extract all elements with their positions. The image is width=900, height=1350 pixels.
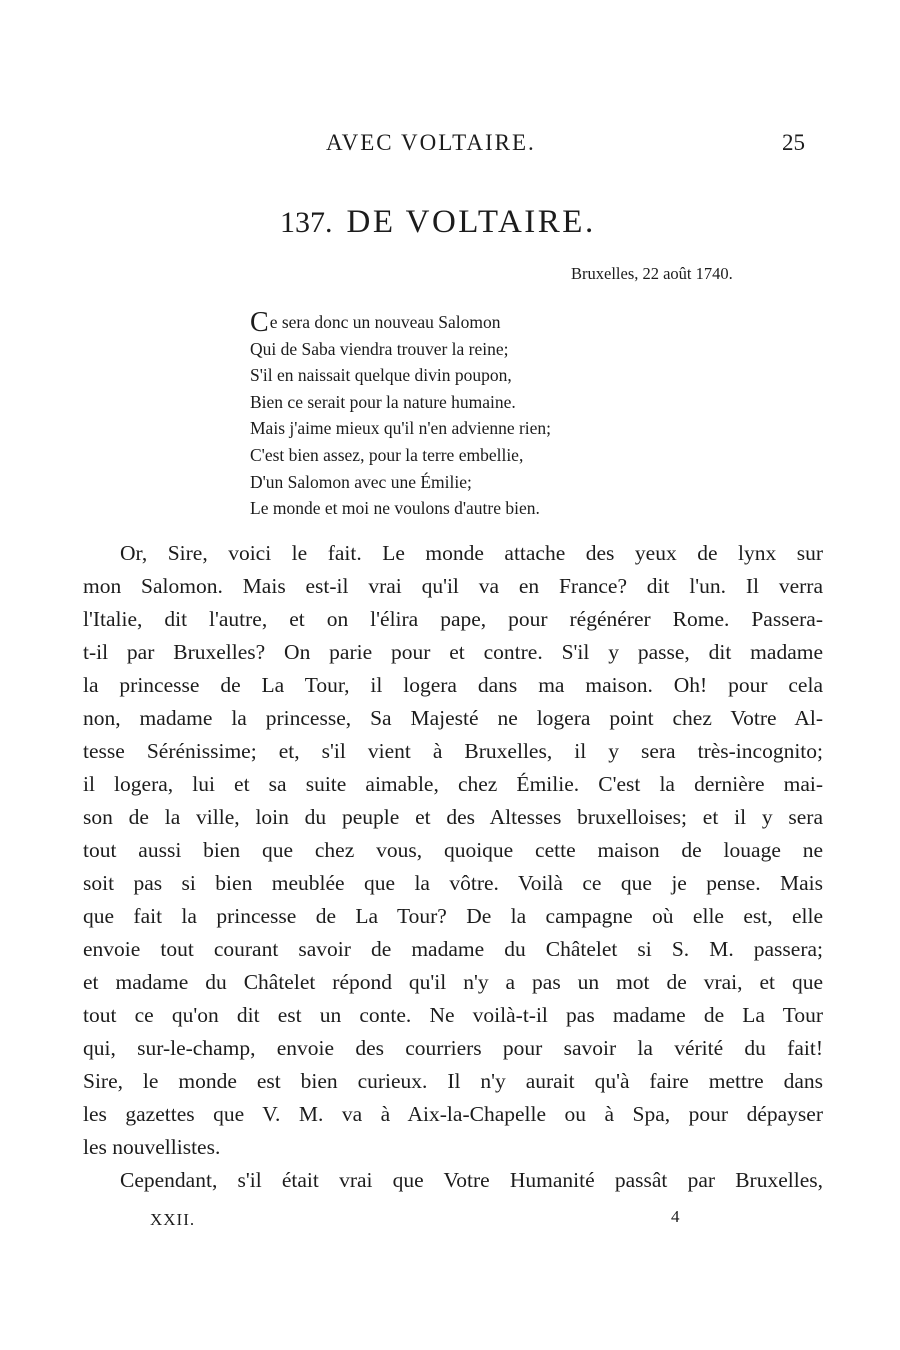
- prose-line: la princesse de La Tour, il logera dans ma maison. Oh! pour cela: [83, 673, 823, 697]
- poem-line: Bien ce serait pour la nature humaine.: [250, 391, 516, 412]
- prose-line: les nouvellistes.: [83, 1135, 221, 1159]
- poem-line: S'il en naissait quelque divin poupon,: [250, 365, 512, 386]
- paragraph-1: [83, 537, 823, 1164]
- poem-first-line-rest: e sera donc un nouveau Salomon: [269, 312, 501, 332]
- prose-line: son de la ville, loin du peuple et des Altesses bruxelloises; et il y sera: [83, 805, 823, 829]
- prose-line: Sire, le monde est bien curieux. Il n'y aurait qu'à faire mettre dans: [83, 1069, 823, 1093]
- prose-line: il logera, lui et sa suite aimable, chez Émilie. C'est la dernière mai-: [83, 772, 823, 796]
- gathering-number: 4: [671, 1207, 680, 1226]
- running-title: AVEC VOLTAIRE.: [326, 130, 536, 155]
- paragraph-2: [83, 1164, 823, 1197]
- dateline: Bruxelles, 22 août 1740.: [571, 264, 733, 283]
- letter-heading: [280, 204, 596, 241]
- poem-line: Mais j'aime mieux qu'il n'en advienne rien;: [250, 418, 552, 439]
- prose-line: tout aussi bien que chez vous, quoique cette maison de louage ne: [83, 838, 823, 862]
- letter-title: DE VOLTAIRE.: [346, 204, 596, 240]
- page-number: 25: [782, 130, 805, 155]
- prose-line: t-il par Bruxelles? On parie pour et contre. S'il y passe, dit madame: [83, 640, 823, 664]
- prose-line: tout ce qu'on dit est un conte. Ne voilà-t-il pas madame de La Tour: [83, 1003, 823, 1027]
- prose-line: que fait la princesse de La Tour? De la campagne où elle est, elle: [83, 904, 823, 928]
- prose-line: l'Italie, dit l'autre, et on l'élira pape, pour régénérer Rome. Passera-: [83, 607, 823, 631]
- poem-line: [250, 309, 551, 336]
- poem-line: D'un Salomon avec une Émilie;: [250, 471, 472, 492]
- volume-signature: XXII.: [150, 1210, 196, 1229]
- poem-line: Le monde et moi ne voulons d'autre bien.: [250, 498, 540, 519]
- poem-line: C'est bien assez, pour la terre embellie,: [250, 444, 524, 465]
- letter-number: 137.: [280, 206, 333, 239]
- prose-line: qui, sur-le-champ, envoie des courriers pour savoir la vérité du fait!: [83, 1036, 823, 1060]
- prose-line: mon Salomon. Mais est-il vrai qu'il va en France? dit l'un. Il verra: [83, 574, 823, 598]
- prose-line: Cependant, s'il était vrai que Votre Humanité passât par Bruxelles,: [120, 1168, 823, 1192]
- prose-line: les gazettes que V. M. va à Aix-la-Chapelle ou à Spa, pour dépayser: [83, 1102, 823, 1126]
- prose-body: [83, 537, 823, 1197]
- prose-line: envoie tout courant savoir de madame du Châtelet si S. M. passera;: [83, 937, 823, 961]
- running-head: [0, 130, 900, 160]
- prose-line: soit pas si bien meublée que la vôtre. Voilà ce que je pense. Mais: [83, 871, 823, 895]
- poem-line: Qui de Saba viendra trouver la reine;: [250, 338, 509, 359]
- prose-line: tesse Sérénissime; et, s'il vient à Bruxelles, il y sera très-incognito;: [83, 739, 823, 763]
- prose-line: Or, Sire, voici le fait. Le monde attache des yeux de lynx sur: [120, 541, 823, 565]
- prose-line: et madame du Châtelet répond qu'il n'y a pas un mot de vrai, et que: [83, 970, 823, 994]
- poem: [250, 309, 551, 522]
- prose-line: non, madame la princesse, Sa Majesté ne logera point chez Votre Al-: [83, 706, 823, 730]
- drop-cap: C: [250, 307, 269, 338]
